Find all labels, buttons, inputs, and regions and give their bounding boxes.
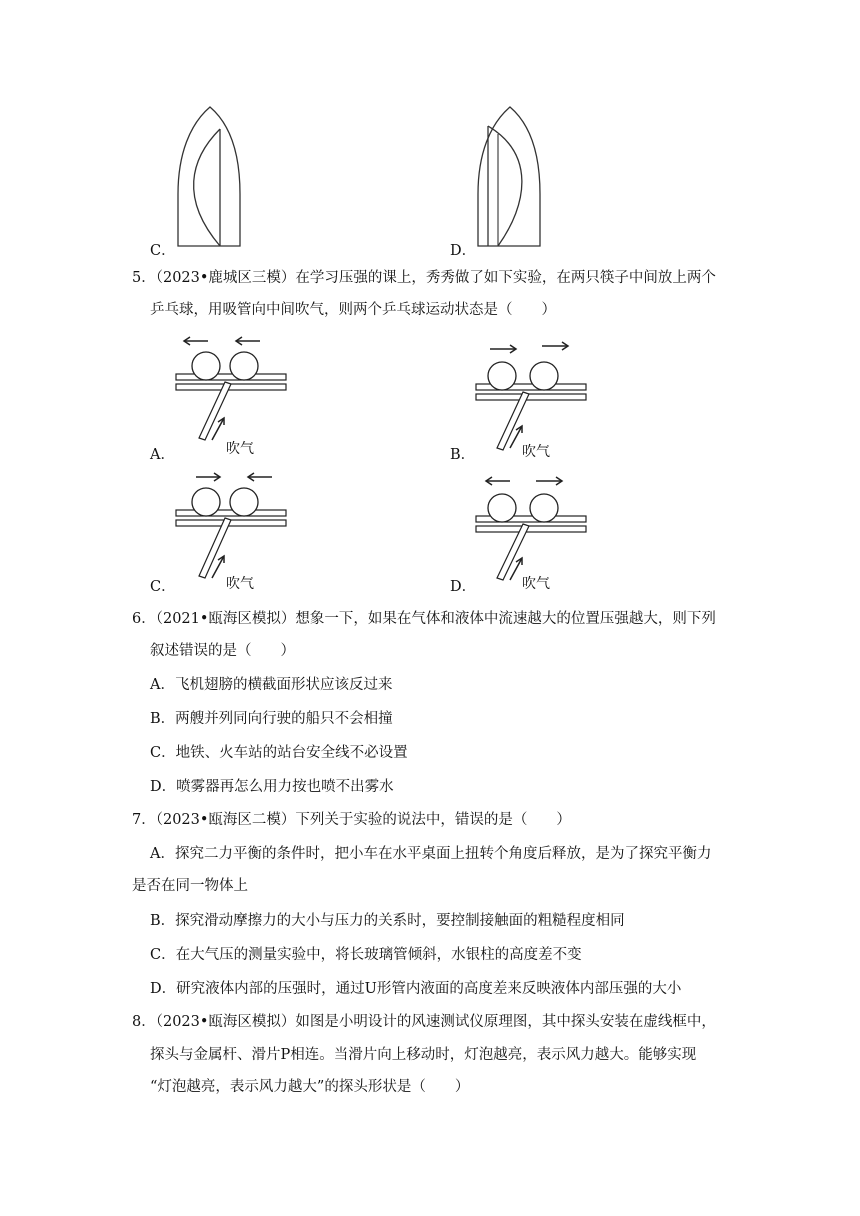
q5-option-c-label: C． — [150, 579, 176, 595]
q5-option-b-caption: 吹气 — [522, 444, 550, 460]
q4-option-c-figure — [170, 104, 250, 250]
q5-option-a-caption: 吹气 — [226, 441, 254, 457]
q6-option-a: A．飞机翅膀的横截面形状应该反过来 — [150, 677, 393, 693]
q7-stem: 7．（2023•瓯海区二模）下列关于实验的说法中，错误的是（ ） — [132, 812, 571, 828]
q4-option-d-label: D． — [450, 243, 477, 259]
q6-stem-line1: 6．（2021•瓯海区模拟）想象一下，如果在气体和液体中流速越大的位置压强越大，则下列 — [132, 611, 716, 627]
q8-stem-line1: 8．（2023•瓯海区模拟）如图是小明设计的风速测试仪原理图，其中探头安装在虚线框中， — [132, 1014, 716, 1030]
q5-stem-line1: 5．（2023•鹿城区三模）在学习压强的课上，秀秀做了如下实验，在两只筷子中间放上两个 — [132, 270, 716, 286]
q5-option-a-label: A． — [150, 447, 175, 463]
q4-option-d-figure — [470, 104, 550, 250]
q7-option-d: D．研究液体内部的压强时，通过U形管内液面的高度差来反映液体内部压强的大小 — [150, 981, 682, 997]
q7-option-c: C．在大气压的测量实验中，将长玻璃管倾斜，水银柱的高度差不变 — [150, 947, 582, 963]
q6-stem-line2: 叙述错误的是（ ） — [150, 643, 295, 659]
q7-option-a-line2: 是否在同一物体上 — [132, 878, 248, 894]
q5-option-d-label: D． — [450, 579, 477, 595]
q5-option-b-figure — [472, 330, 592, 460]
q6-option-c: C．地铁、火车站的站台安全线不必设置 — [150, 745, 408, 761]
q6-option-d: D．喷雾器再怎么用力按也喷不出雾水 — [150, 779, 394, 795]
q5-option-b-label: B． — [450, 447, 476, 463]
q5-option-a-figure — [172, 330, 292, 460]
q5-option-d-figure — [472, 466, 592, 596]
q6-option-b: B．两艘并列同向行驶的船只不会相撞 — [150, 711, 393, 727]
q8-stem-line2: 探头与金属杆、滑片P相连。当滑片向上移动时，灯泡越亮，表示风力越大。能够实现 — [150, 1047, 697, 1063]
q4-option-c-label: C． — [150, 243, 176, 259]
q8-stem-line3: “灯泡越亮，表示风力越大”的探头形状是（ ） — [150, 1079, 470, 1095]
q5-option-d-caption: 吹气 — [522, 576, 550, 592]
q7-option-a-line1: A．探究二力平衡的条件时，把小车在水平桌面上扭转个角度后释放，是为了探究平衡力 — [150, 846, 712, 862]
q5-option-c-caption: 吹气 — [226, 576, 254, 592]
q5-stem-line2: 乒乓球，用吸管向中间吹气，则两个乒乓球运动状态是（ ） — [150, 302, 556, 318]
q7-option-b: B．探究滑动摩擦力的大小与压力的关系时，要控制接触面的粗糙程度相同 — [150, 913, 625, 929]
q5-option-c-figure — [172, 466, 292, 596]
